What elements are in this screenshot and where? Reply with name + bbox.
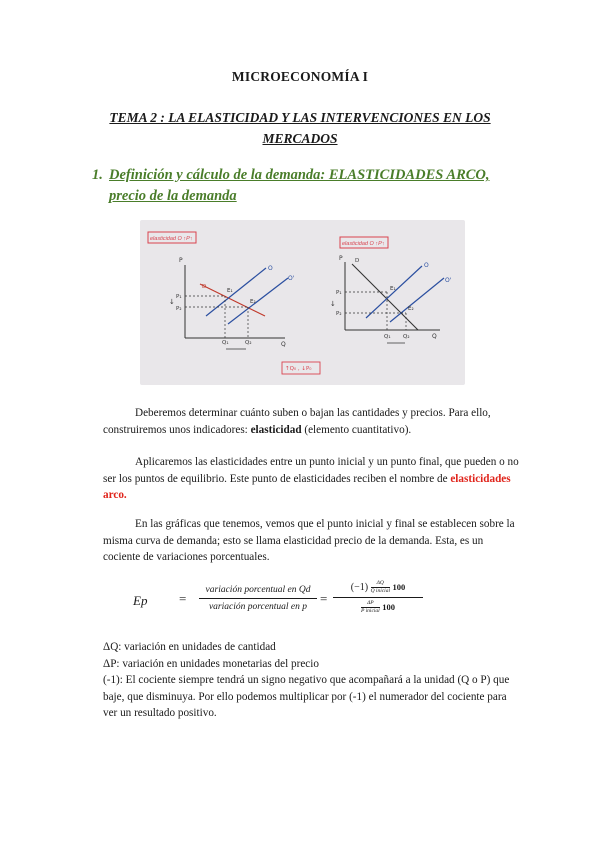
left-q-label: Q	[281, 341, 286, 348]
formula-p-inicial: P inicial	[361, 608, 380, 615]
right-supply-2	[390, 278, 444, 322]
definition-minus-one: (-1): El cociente siempre tendrá un signo negativo que acompañará a la unidad (Q o P) que baje, que disminuya. Por ello podemos multiplicar por (-1) el numerador del cociente para ver un resultado positivo.	[103, 674, 510, 719]
left-p2-label: P₂	[176, 306, 182, 312]
formula-numerator-symbols	[333, 580, 423, 595]
left-e1-label: E₁	[227, 288, 233, 294]
formula-fraction-words	[199, 584, 317, 613]
left-e2-label: E₂	[250, 299, 256, 305]
right-q1-label: Q₁	[384, 334, 391, 340]
left-note: ↑Q₀ , ↓P₀	[285, 366, 312, 372]
paragraph-2	[103, 454, 523, 504]
section-heading	[92, 165, 512, 207]
right-e1-label: E₁	[390, 286, 396, 292]
left-supply-2	[228, 278, 288, 324]
formula-hundred-bottom: 100	[382, 602, 395, 613]
formula-equals-2: =	[320, 591, 328, 606]
right-o2-label: O'	[445, 277, 452, 284]
right-p1-label: P₁	[336, 290, 342, 296]
graphs-drawing	[140, 220, 465, 385]
formula-equals-1: =	[179, 591, 187, 606]
paragraph-2-text: Aplicaremos las elasticidades entre un punto inicial y un punto final, que pueden o no ser los puntos de equilibrio. Este punto de elasticidades reciben el nombre de	[103, 456, 519, 485]
formula-dp-frac	[361, 600, 380, 615]
right-demand-curve	[352, 264, 418, 330]
section-number: 1.	[92, 167, 103, 183]
right-q2-label: Q₂	[403, 334, 410, 340]
left-o-label: O	[268, 265, 273, 272]
left-d-label: D	[202, 284, 207, 290]
formula-bar-1	[199, 598, 317, 599]
formula-dq: ΔQ	[376, 580, 384, 587]
paragraph-1	[103, 405, 523, 438]
right-tag: elasticidad O ↑P↑	[342, 241, 385, 247]
definitions-list	[103, 639, 523, 722]
formula-minus-one: (−1)	[350, 582, 369, 593]
left-q2-label: Q₂	[245, 340, 252, 346]
formula-q-inicial: Q inicial	[370, 588, 390, 595]
definition-dq: ΔQ: variación en unidades de cantidad	[103, 641, 276, 653]
paragraph-3	[103, 516, 523, 566]
keyword-elasticidades-arco: elasticidades arco.	[103, 472, 511, 501]
definition-dp: ΔP: variación en unidades monetarias del precio	[103, 657, 319, 670]
formula-dp: ΔP	[367, 600, 374, 607]
paragraph-1-end: (elemento cuantitativo).	[301, 423, 412, 436]
left-tag: elasticidad O ↑P↑	[150, 236, 193, 242]
handwritten-graphs-photo	[140, 220, 465, 385]
right-down-arrow: ↓	[330, 300, 336, 308]
right-e2-label: E₂	[408, 306, 414, 312]
section-title: Definición y cálculo de la demanda: ELASTICIDADES ARCO, precio de la demanda	[109, 167, 490, 204]
paragraph-1-text: Deberemos determinar cuánto suben o bajan las cantidades y precios. Para ello, construiremos unos indicadores:	[103, 407, 491, 436]
right-p-label: P	[339, 255, 343, 262]
right-d-label: D	[355, 258, 360, 264]
formula-numerator-words: variación porcentual en Qd	[205, 585, 311, 595]
left-p1-label: P₁	[176, 294, 182, 300]
right-o-label: O	[424, 262, 429, 269]
left-supply-1	[206, 268, 266, 316]
formula-lhs: Ep	[133, 593, 148, 608]
elasticity-formula	[133, 580, 433, 630]
topic-title: TEMA 2 : LA ELASTICIDAD Y LAS INTERVENCIONES EN LOS MERCADOS	[109, 110, 491, 146]
left-p-label: P	[179, 257, 183, 264]
formula-bar-2	[333, 597, 423, 598]
left-q1-label: Q₁	[222, 340, 229, 346]
paragraph-3-text: En las gráficas que tenemos, vemos que el punto inicial y final se establecen sobre la misma curva de demanda; esto se llama elasticidad precio de la demanda. Esta, es un cociente de variaciones porcentuales.	[103, 518, 515, 563]
formula-denominator-symbols	[333, 600, 423, 615]
course-title: MICROECONOMÍA I	[231, 69, 369, 84]
left-down-arrow: ↓	[169, 298, 175, 306]
keyword-elasticidad: elasticidad	[250, 423, 302, 436]
formula-dq-frac	[371, 580, 390, 595]
formula-fraction-symbols	[333, 580, 423, 615]
right-q-label: Q	[432, 333, 437, 340]
formula-denominator-words: variación porcentual en p	[208, 602, 308, 612]
right-p2-label: P₂	[336, 311, 342, 317]
formula-hundred-top: 100	[392, 582, 406, 592]
left-o2-label: O'	[288, 275, 295, 282]
